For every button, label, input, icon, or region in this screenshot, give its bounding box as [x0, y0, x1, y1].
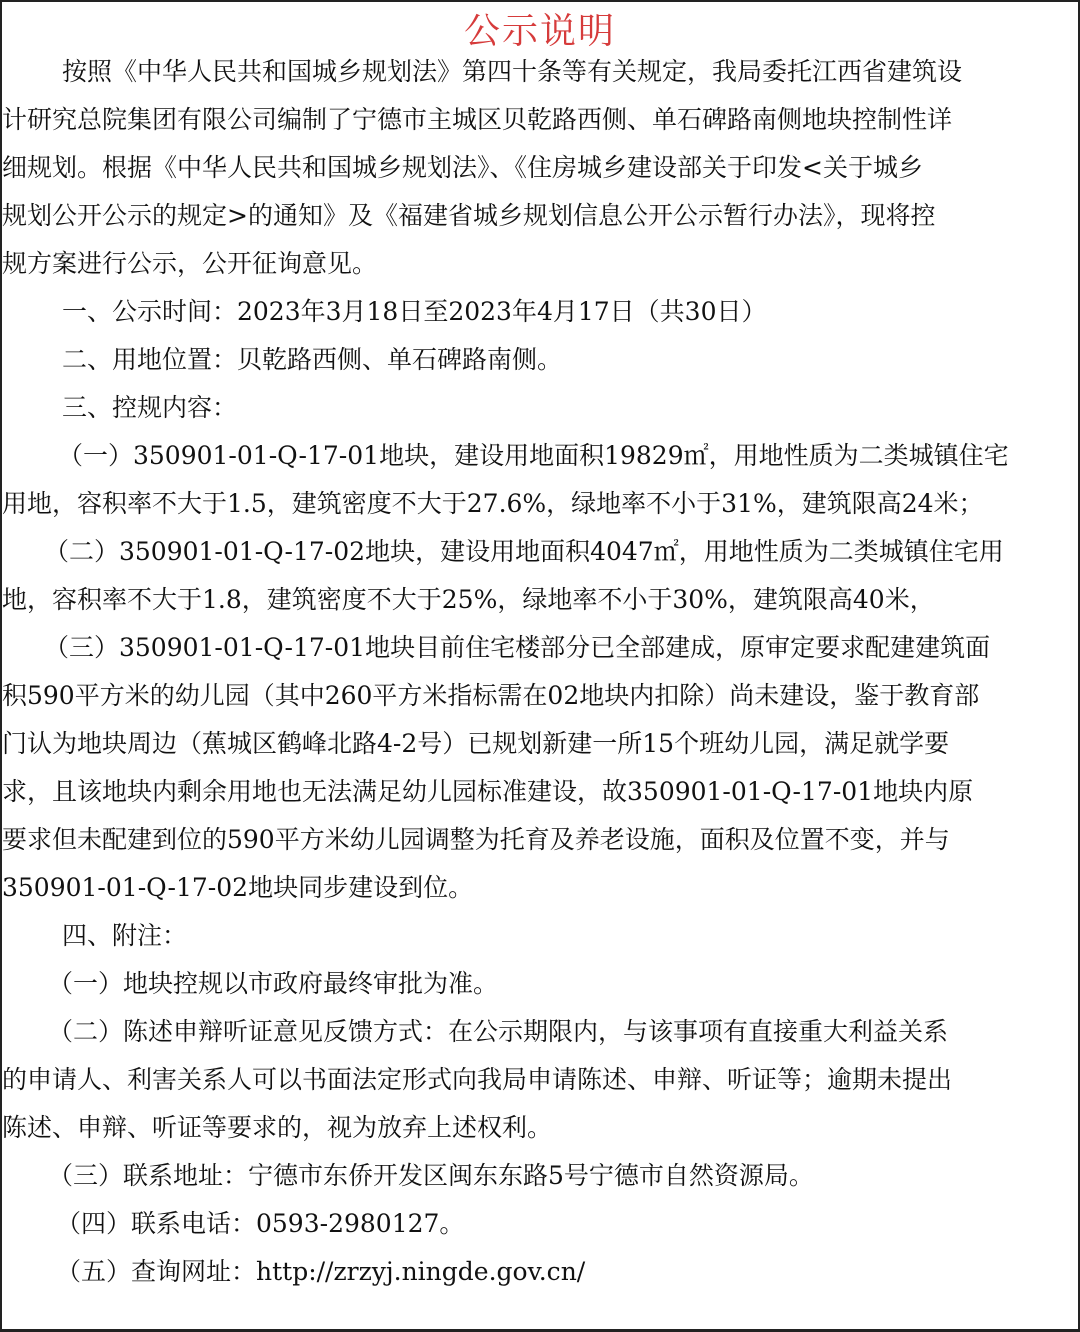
contact-phone: （四）联系电话：0593-2980127。: [56, 1209, 465, 1238]
text-line: 求，且该地块内剩余用地也无法满足幼儿园标准建设，故350901-01-Q-17-01地块内原: [2, 777, 974, 806]
text-line: 积590平方米的幼儿园（其中260平方米指标需在02地块内扣除）尚未建设，鉴于教育部: [2, 681, 980, 710]
query-url: （五）查询网址：http://zrzyj.ningde.gov.cn/: [56, 1257, 586, 1286]
text-line: （二）350901-01-Q-17-02地块，建设用地面积4047㎡，用地性质为二类城镇住宅用: [44, 537, 1004, 566]
section-heading-time: 一、公示时间：2023年3月18日至2023年4月17日（共30日）: [62, 297, 767, 326]
text-line: 细规划。根据《中华人民共和国城乡规划法》、《住房城乡建设部关于印发<关于城乡: [2, 153, 923, 182]
text-line: 陈述、申辩、听证等要求的，视为放弃上述权利。: [2, 1113, 553, 1142]
text-line: （一）350901-01-Q-17-01地块，建设用地面积19829㎡，用地性质为二类城镇住宅: [58, 441, 1009, 470]
text-line: （二）陈述申辩听证意见反馈方式：在公示期限内，与该事项有直接重大利益关系: [48, 1017, 949, 1046]
text-line: 地，容积率不大于1.8，建筑密度不大于25%，绿地率不小于30%，建筑限高40米，: [2, 585, 935, 614]
section-heading-location: 二、用地位置：贝乾路西侧、单石碑路南侧。: [62, 345, 563, 374]
section-heading-notes: 四、附注：: [62, 921, 188, 950]
document-title: 公示说明: [463, 11, 616, 52]
text-line: （三）350901-01-Q-17-01地块目前住宅楼部分已全部建成，原审定要求配建建筑面: [44, 633, 991, 662]
text-line: 门认为地块周边（蕉城区鹤峰北路4-2号）已规划新建一所15个班幼儿园，满足就学要: [2, 729, 950, 758]
text-line: （一）地块控规以市政府最终审批为准。: [48, 969, 499, 998]
text-line: 要求但未配建到位的590平方米幼儿园调整为托育及养老设施，面积及位置不变，并与: [2, 825, 950, 854]
text-line: 按照《中华人民共和国城乡规划法》第四十条等有关规定，我局委托江西省建筑设: [62, 57, 963, 86]
contact-address: （三）联系地址：宁德市东侨开发区闽东东路5号宁德市自然资源局。: [48, 1161, 814, 1190]
text-line: 350901-01-Q-17-02地块同步建设到位。: [2, 873, 474, 902]
text-line: 规方案进行公示，公开征询意见。: [2, 249, 378, 278]
section-heading-content: 三、控规内容：: [62, 393, 238, 422]
text-line: 用地，容积率不大于1.5，建筑密度不大于27.6%，绿地率不小于31%，建筑限高24米；: [2, 489, 984, 518]
text-line: 的申请人、利害关系人可以书面法定形式向我局申请陈述、申辩、听证等；逾期未提出: [2, 1065, 953, 1094]
text-line: 计研究总院集团有限公司编制了宁德市主城区贝乾路西侧、单石碑路南侧地块控制性详: [2, 105, 953, 134]
text-line: 规划公开公示的规定>的通知》及《福建省城乡规划信息公开公示暂行办法》，现将控: [2, 201, 936, 230]
